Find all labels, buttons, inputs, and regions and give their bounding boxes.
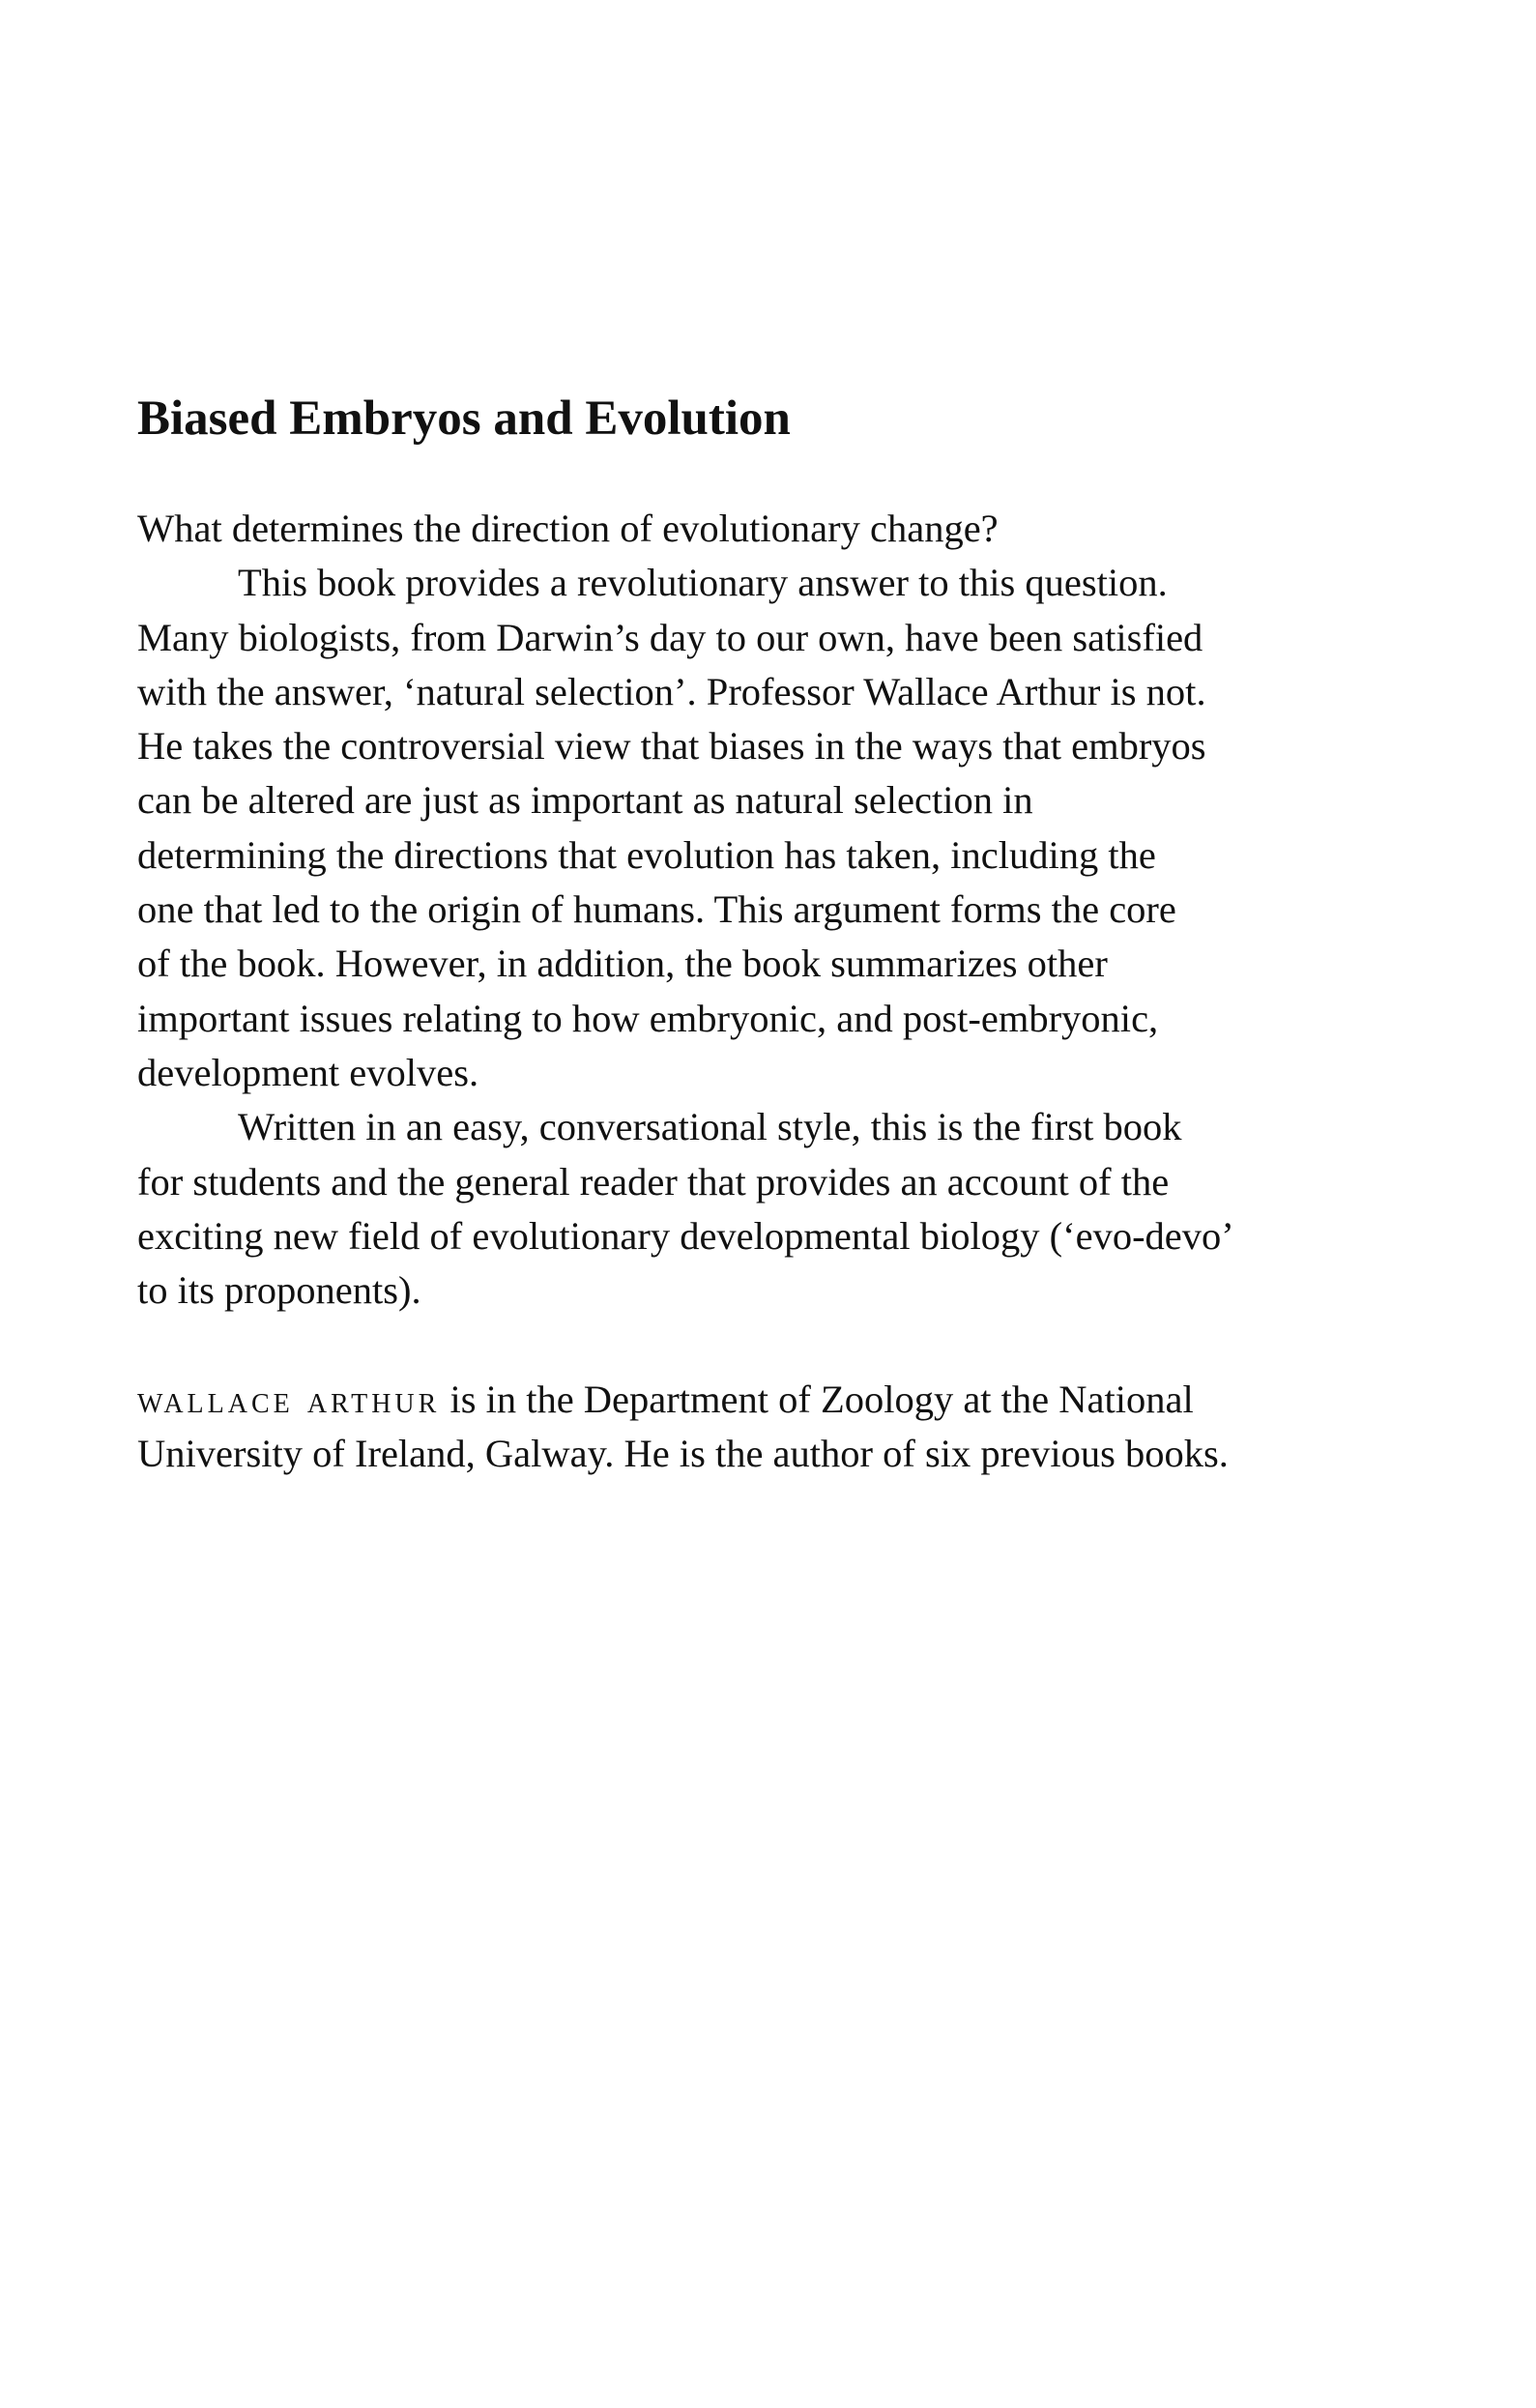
blurb-line: exciting new field of evolutionary developmental biology (‘evo-devo’ (137, 1213, 1234, 1258)
blurb-line: development evolves. (137, 1050, 479, 1094)
blurb-line: Many biologists, from Darwin’s day to our own, have been satisfied (137, 615, 1203, 659)
blurb-line: of the book. However, in addition, the book summarizes other (137, 942, 1108, 986)
author-bio-line: University of Ireland, Galway. He is the author of six previous books. (137, 1432, 1229, 1476)
book-title: Biased Embryos and Evolution (137, 392, 791, 446)
blurb-line: important issues relating to how embryonic, and post-embryonic, (137, 996, 1159, 1040)
blurb-line: for students and the general reader that provides an account of the (137, 1159, 1170, 1204)
blurb-line: This book provides a revolutionary answer to this question. (238, 561, 1168, 605)
blurb-line: to its proponents). (137, 1268, 421, 1313)
blurb-text (137, 502, 1433, 1481)
blurb-line: with the answer, ‘natural selection’. Professor Wallace Arthur is not. (137, 669, 1206, 713)
author-name: wallace arthur (137, 1377, 441, 1421)
blurb-line: can be altered are just as important as natural selection in (137, 778, 1033, 823)
blurb-line: He takes the controversial view that biases in the ways that embryos (137, 724, 1206, 769)
blurb-line: one that led to the origin of humans. This argument forms the core (137, 887, 1176, 932)
paragraph-gap (137, 1318, 1433, 1372)
author-bio-line (137, 1373, 1433, 1427)
blurb-line: determining the directions that evolution has taken, including the (137, 832, 1156, 877)
author-bio-text: is in the Department of Zoology at the National (440, 1377, 1194, 1421)
blurb-line: Written in an easy, conversational style, this is the first book (238, 1105, 1182, 1149)
blurb-line: What determines the direction of evolutionary change? (137, 507, 999, 550)
